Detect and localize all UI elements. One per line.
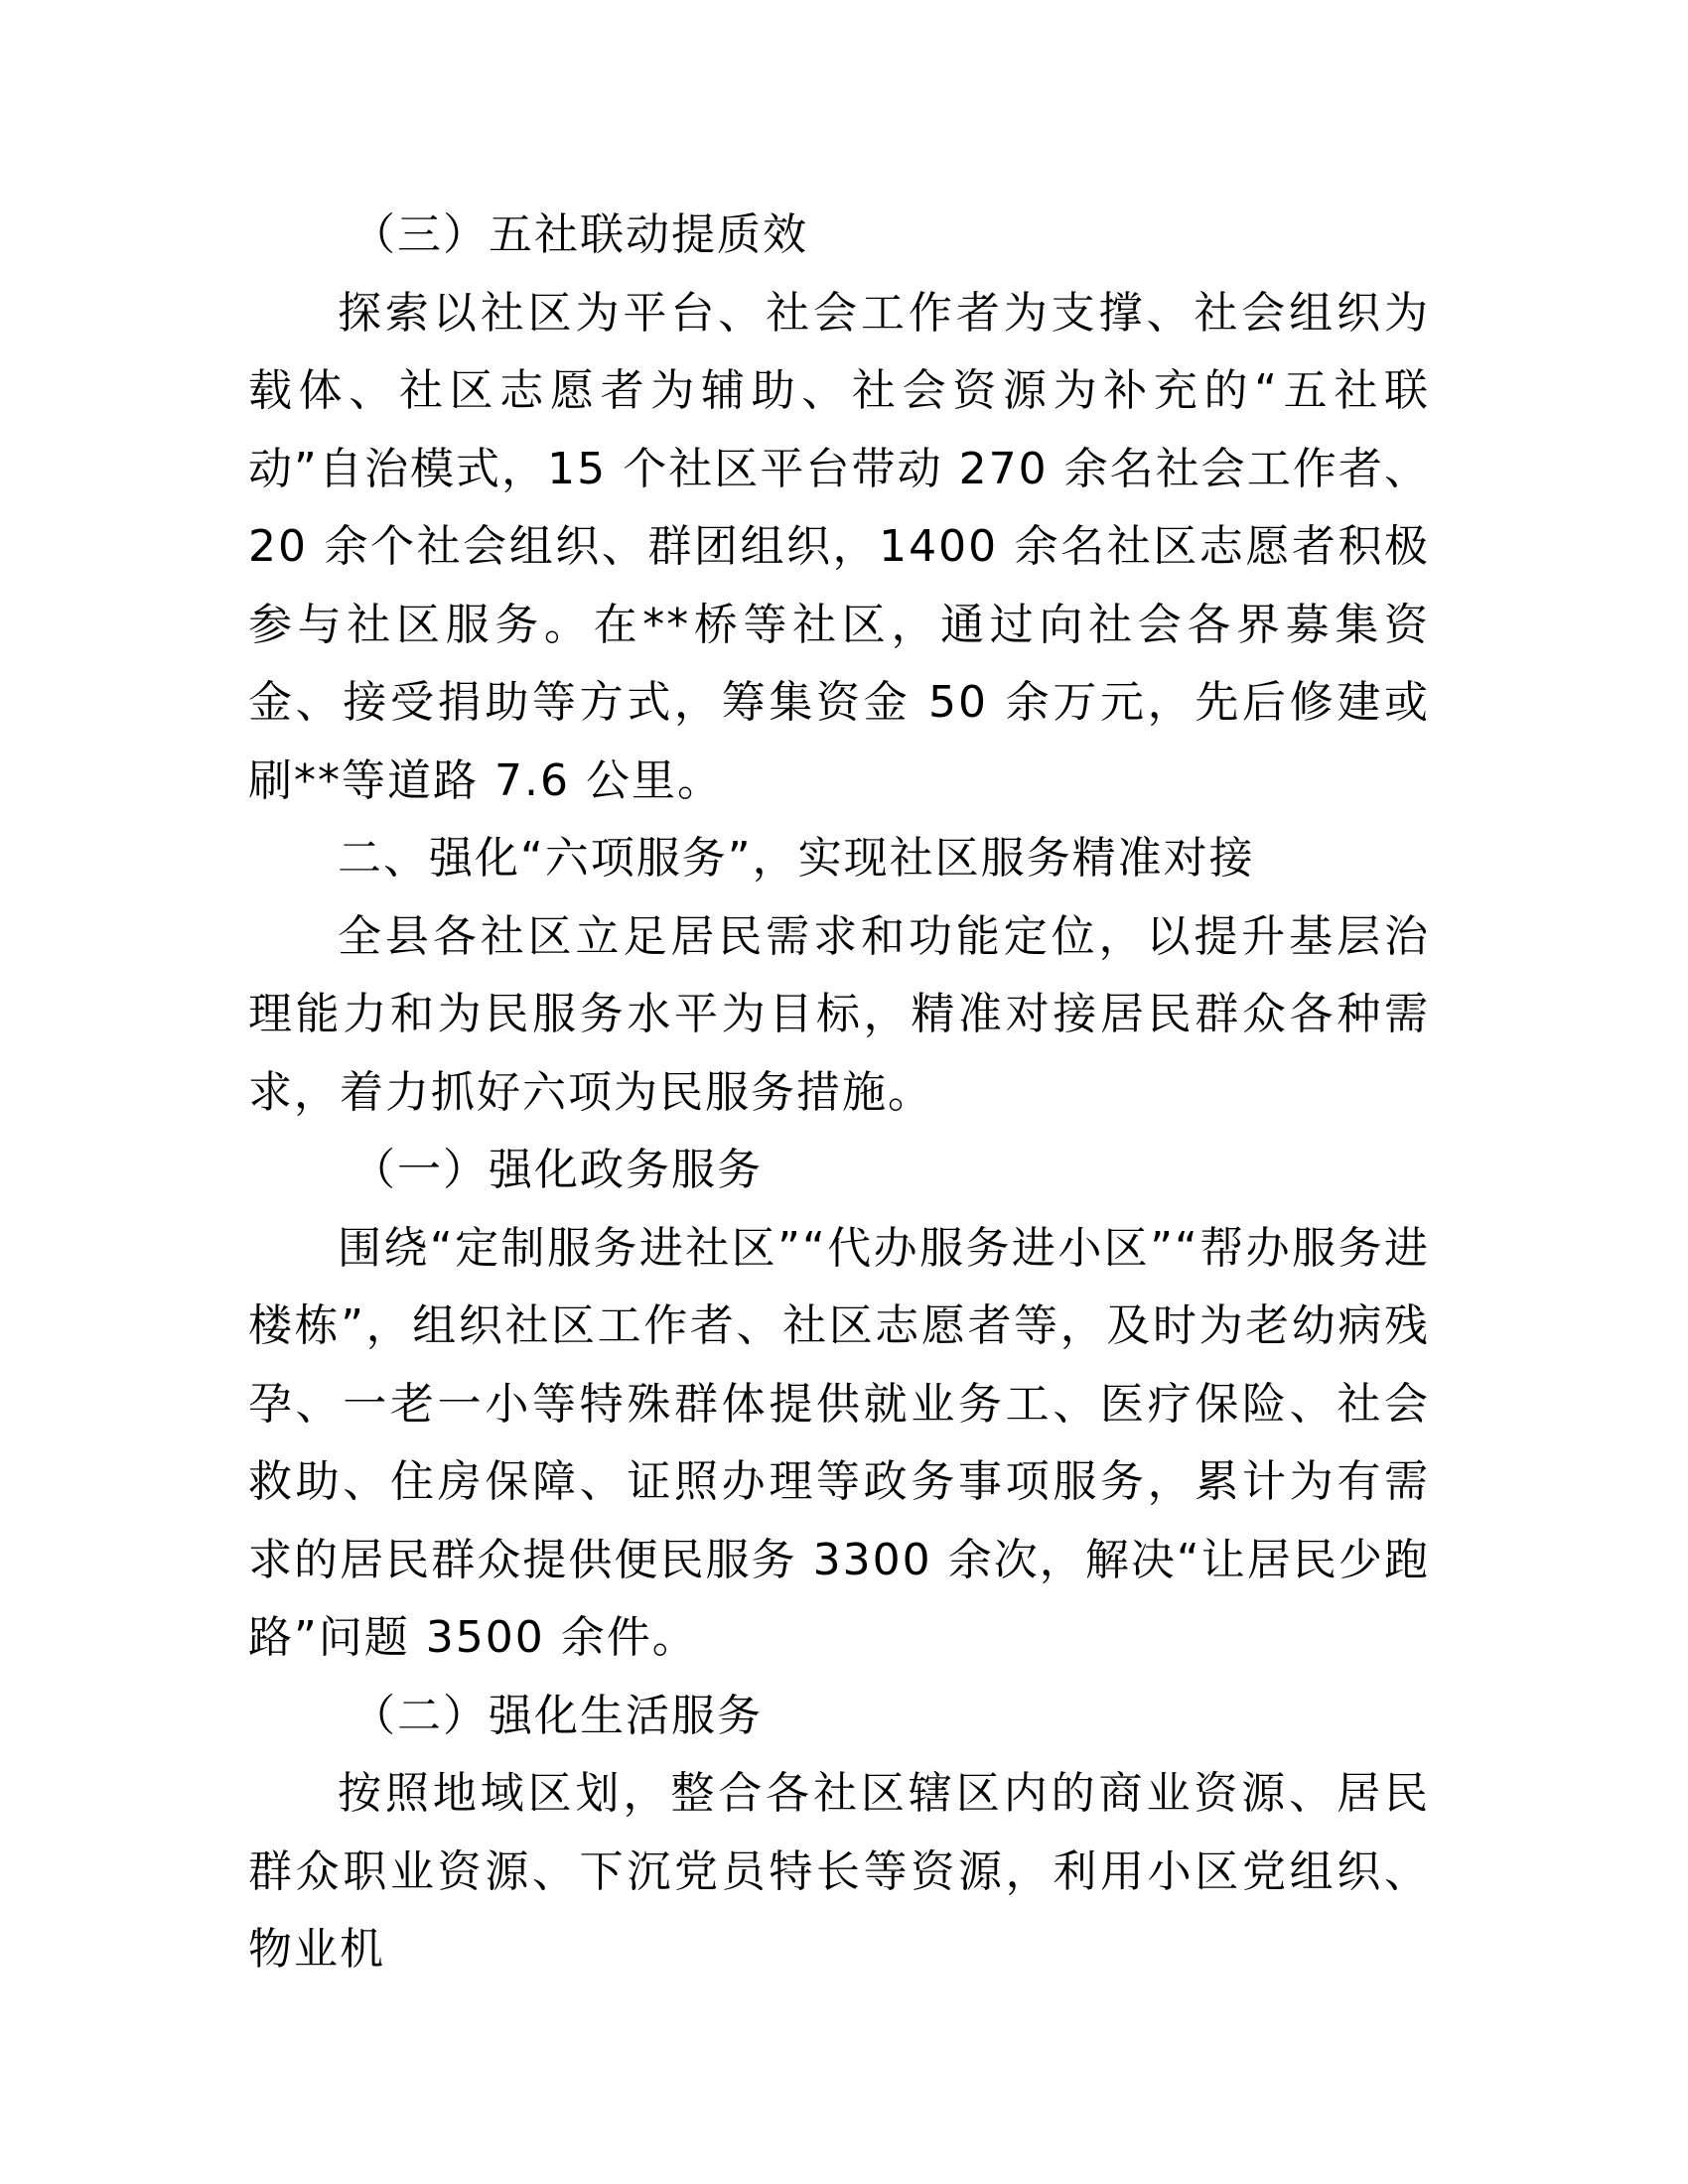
- paragraph-five-community-linkage: 探索以社区为平台、社会工作者为支撑、社会组织为载体、社区志愿者为辅助、社会资源为补充的“五社联动”自治模式，15 个社区平台带动 270 余名社会工作者、20 余个社会组织、群团组织，1400 余名社区志愿者积极参与社区服务。在**桥等社区，通过向社会各界募集资金、接受捐助等方式，筹集资金 50 余万元，先后修建或刷**等道路 7.6 公里。: [248, 287, 1430, 806]
- paragraph-living-services: 按照地域区划，整合各社区辖区内的商业资源、居民群众职业资源、下沉党员特长等资源，利用小区党组织、物业机: [248, 1768, 1430, 1975]
- paragraph-six-services-intro: 全县各社区立足居民需求和功能定位，以提升基层治理能力和为民服务水平为目标，精准对接居民群众各种需求，着力抓好六项为民服务措施。: [248, 910, 1430, 1118]
- section-subheading-living-services: （二）强化生活服务: [352, 1690, 763, 1741]
- section-subheading-government-services: （一）强化政务服务: [352, 1145, 763, 1195]
- paragraph-government-services: 围绕“定制服务进社区”“代办服务进小区”“帮办服务进楼栋”，组织社区工作者、社区志愿者等，及时为老幼病残孕、一老一小等特殊群体提供就业务工、医疗保险、社会救助、住房保障、证照办理等政务事项服务，累计为有需求的居民群众提供便民服务 3300 余次，解决“让居民少跑路”问题 3500 余件。: [248, 1222, 1430, 1663]
- section-subheading-five-community-linkage: （三）五社联动提质效: [352, 209, 808, 260]
- document-body: [248, 197, 1430, 1989]
- section-heading-six-services: 二、强化“六项服务”，实现社区服务精准对接: [338, 833, 1255, 884]
